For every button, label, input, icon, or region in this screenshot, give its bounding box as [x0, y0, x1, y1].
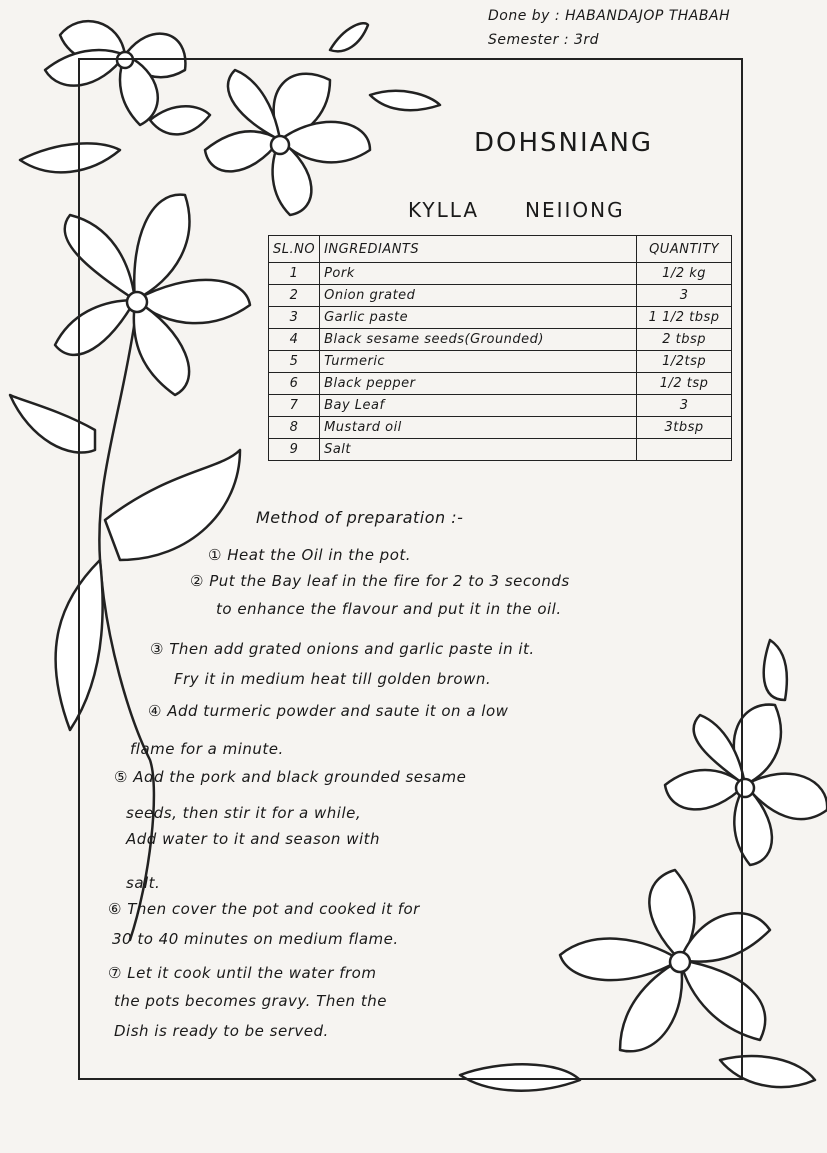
method-step-line: the pots becomes gravy. Then the	[114, 992, 387, 1010]
table-row	[269, 307, 732, 329]
method-step-line: salt.	[126, 874, 161, 892]
method-step-line: to enhance the flavour and put it in the oil.	[216, 600, 562, 618]
method-heading: Method of preparation :-	[256, 508, 464, 527]
column-header-quantity: QUANTITY	[637, 236, 732, 263]
cell-ingredient: Mustard oil	[320, 417, 637, 439]
method-step-line: ⑦ Let it cook until the water from	[108, 964, 377, 982]
author-credit: Done by : HABANDAJOP THABAH	[488, 8, 731, 24]
recipe-subtitle-part-2: NEIIONG	[525, 198, 625, 222]
table-row	[269, 439, 732, 461]
cell-slno: 6	[269, 373, 320, 395]
table-header-row	[269, 236, 732, 263]
method-step-line: ③ Then add grated onions and garlic paste in it.	[150, 640, 535, 658]
method-step-line: Fry it in medium heat till golden brown.	[174, 670, 492, 688]
cell-slno: 3	[269, 307, 320, 329]
cell-slno: 2	[269, 285, 320, 307]
table-row	[269, 417, 732, 439]
cell-quantity: 3	[637, 395, 732, 417]
table-row	[269, 351, 732, 373]
cell-ingredient: Pork	[320, 263, 637, 285]
cell-ingredient: Black sesame seeds(Grounded)	[320, 329, 637, 351]
method-step-line: ④ Add turmeric powder and saute it on a low	[148, 702, 509, 720]
column-header-slno: SL.NO	[269, 236, 320, 263]
cell-ingredient: Garlic paste	[320, 307, 637, 329]
ingredients-table	[268, 235, 732, 461]
recipe-title: DOHSNIANG	[474, 128, 654, 158]
cell-ingredient: Turmeric	[320, 351, 637, 373]
method-step-line: ② Put the Bay leaf in the fire for 2 to 3 seconds	[190, 572, 570, 590]
cell-quantity	[637, 439, 732, 461]
cell-quantity: 3tbsp	[637, 417, 732, 439]
method-step-line: flame for a minute.	[130, 740, 284, 758]
cell-slno: 9	[269, 439, 320, 461]
cell-slno: 8	[269, 417, 320, 439]
method-step-line: seeds, then stir it for a while,	[126, 804, 362, 822]
semester-label: Semester : 3rd	[488, 32, 600, 48]
table-row	[269, 329, 732, 351]
cell-ingredient: Bay Leaf	[320, 395, 637, 417]
method-step-line: Add water to it and season with	[126, 830, 381, 848]
cell-ingredient: Salt	[320, 439, 637, 461]
column-header-ingredients: INGREDIANTS	[320, 236, 637, 263]
cell-slno: 4	[269, 329, 320, 351]
cell-slno: 5	[269, 351, 320, 373]
cell-ingredient: Onion grated	[320, 285, 637, 307]
cell-quantity: 1/2tsp	[637, 351, 732, 373]
recipe-subtitle-part-1: KYLLA	[408, 198, 480, 222]
table-row	[269, 263, 732, 285]
method-step-line: ⑤ Add the pork and black grounded sesame	[114, 768, 467, 786]
table-row	[269, 395, 732, 417]
cell-quantity: 3	[637, 285, 732, 307]
method-step-line: ⑥ Then cover the pot and cooked it for	[108, 900, 420, 918]
method-step-line: ① Heat the Oil in the pot.	[208, 546, 412, 564]
cell-quantity: 1/2 tsp	[637, 373, 732, 395]
cell-slno: 7	[269, 395, 320, 417]
cell-quantity: 1 1/2 tbsp	[637, 307, 732, 329]
cell-quantity: 2 tbsp	[637, 329, 732, 351]
cell-quantity: 1/2 kg	[637, 263, 732, 285]
cell-slno: 1	[269, 263, 320, 285]
method-step-line: 30 to 40 minutes on medium flame.	[112, 930, 399, 948]
cell-ingredient: Black pepper	[320, 373, 637, 395]
table-row	[269, 373, 732, 395]
table-row	[269, 285, 732, 307]
method-step-line: Dish is ready to be served.	[114, 1022, 329, 1040]
